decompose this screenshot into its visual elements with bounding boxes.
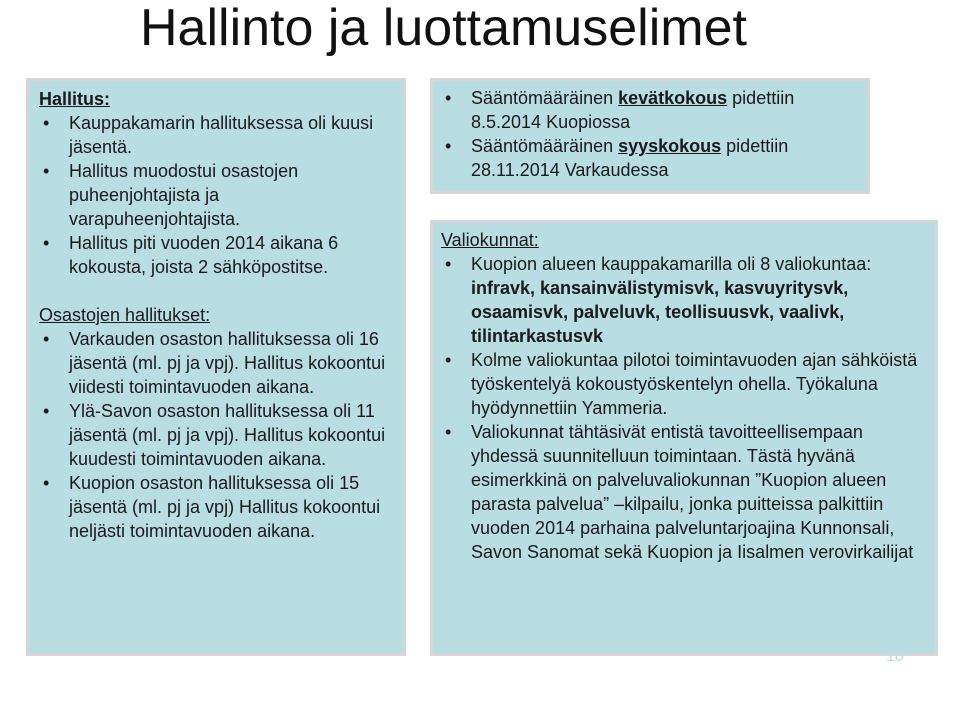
spring-meeting-item: • Sääntömääräinen kevätkokous pidettiin 8.5.2014 Kuopiossa [441,86,859,134]
branch-board-item: • Kuopion osaston hallituksessa oli 15 jäsentä (ml. pj ja vpj) Hallitus kokoontui neljästi toimintavuoden aikana. [39,471,393,543]
branch-boards-list [39,327,393,543]
page-number: 10 [886,648,904,665]
page-title: Hallinto ja luottamuselimet [140,0,747,57]
committees-item: • Kuopion alueen kauppakamarilla oli 8 valiokuntaa: infravk, kansainvälistymisvk, kasvuyritysvk, osaamisvk, palveluvk, teollisuusvk, vaalivk, tilintarkastusvk [441,252,927,348]
committees-item: • Kolme valiokuntaa pilotoi toimintavuoden ajan sähköistä työskentelyä kokoustyöskentelyn ohella. Työkaluna hyödynnettiin Yammeria. [441,348,927,420]
meetings-box [430,78,870,194]
board-item: • Kauppakamarin hallituksessa oli kuusi jäsentä. [39,111,393,159]
board-info-box [26,78,406,656]
board-item: • Hallitus piti vuoden 2014 aikana 6 kokousta, joista 2 sähköpostitse. [39,231,393,279]
branch-board-item: • Ylä-Savon osaston hallituksessa oli 11 jäsentä (ml. pj ja vpj). Hallitus kokoontui kuudesti toimintavuoden aikana. [39,399,393,471]
committees-heading: Valiokunnat: [441,230,539,250]
committees-box [430,220,938,656]
committees-item: • Valiokunnat tähtäsivät entistä tavoitteellisempaan yhdessä suunnitelluun toimintaan. Tästä hyvänä esimerkkinä on palveluvaliokunnan ”Kuopion alueen parasta palvelua” –kilpailu, jonka puitteissa palkittiin vuoden 2014 parhaina palveluntarjoajina Kunnonsali, Savon Sanomat sekä Kuopion ja Iisalmen verovirkailijat [441,420,927,564]
board-heading: Hallitus: [39,89,111,109]
spring-meeting-label: kevätkokous [618,88,728,108]
autumn-meeting-item: • Sääntömääräinen syyskokous pidettiin 28.11.2014 Varkaudessa [441,134,859,182]
branch-board-item: • Varkauden osaston hallituksessa oli 16 jäsentä (ml. pj ja vpj). Hallitus kokoontui viidesti toimintavuoden aikana. [39,327,393,399]
board-list [39,111,393,279]
autumn-meeting-label: syyskokous [618,136,722,156]
board-item: • Hallitus muodostui osastojen puheenjohtajista ja varapuheenjohtajista. [39,159,393,231]
committees-names: infravk, kansainvälistymisvk, kasvuyritysvk, osaamisvk, palveluvk, teollisuusvk, vaalivk, tilintarkastusvk [471,278,849,346]
meetings-list [441,86,859,182]
branch-boards-heading: Osastojen hallitukset: [39,305,211,325]
committees-list [441,252,927,564]
